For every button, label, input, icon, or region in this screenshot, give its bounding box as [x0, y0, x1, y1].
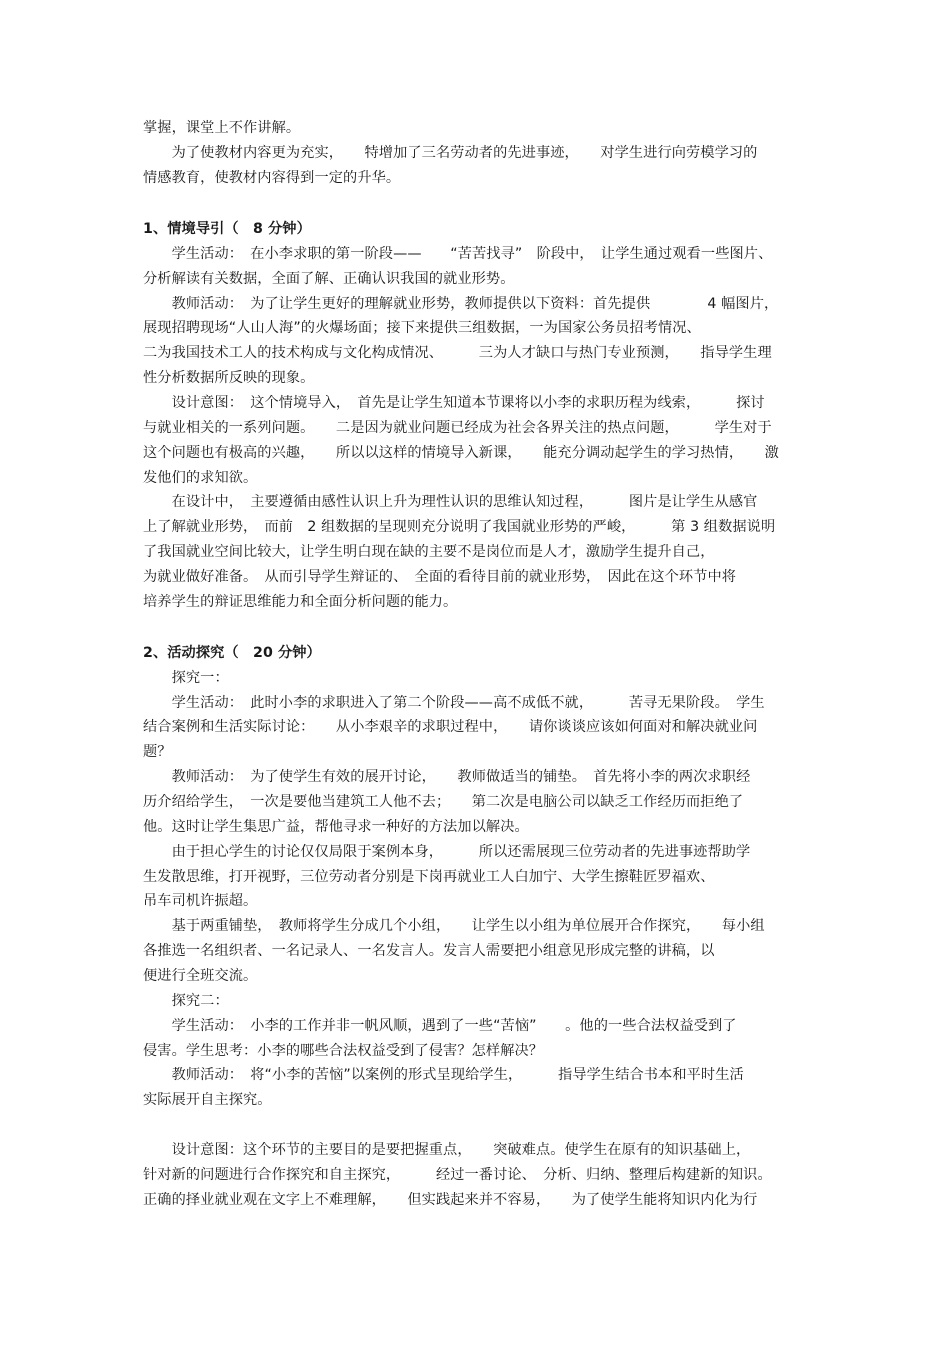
text-line: 为了使教材内容更为充实， 特增加了三名劳动者的先进事迹， 对学生进行向劳模学习的 [143, 145, 758, 161]
text-line: 吊车司机许振超。 [143, 893, 258, 909]
text-line: 展现招聘现场“人山人海”的火爆场面；接下来提供三组数据，一为国家公务员招考情况、 [143, 320, 701, 336]
text-line: 培养学生的辩证思维能力和全面分析问题的能力。 [143, 594, 458, 610]
text-line: 分析解读有关数据，全面了解、正确认识我国的就业形势。 [143, 271, 515, 287]
text-line: 设计意图： 这个情境导入， 首先是让学生知道本节课将以小李的求职历程为线索， 探讨 [143, 395, 765, 411]
text-line: 针对新的问题进行合作探究和自主探究， 经过一番讨论、 分析、归纳、整理后构建新的知识。 [143, 1167, 772, 1183]
text-line: 探究二： [143, 993, 229, 1009]
text-line: 了我国就业空间比较大，让学生明白现在缺的主要不是岗位而是人才，激励学生提升自己， [143, 544, 715, 560]
text-line: 便进行全班交流。 [143, 968, 258, 984]
text-line: 情感教育，使教材内容得到一定的升华。 [143, 170, 401, 186]
section-heading: 2、活动探究（ 20 分钟） [143, 645, 321, 661]
text-line: 学生活动： 在小李求职的第一阶段—— “苦苦找寻” 阶段中， 让学生通过观看一些图片、 [143, 246, 773, 262]
text-line: 他。这时让学生集思广益，帮他寻求一种好的方法加以解决。 [143, 819, 529, 835]
text-line: 结合案例和生活实际讨论： 从小李艰辛的求职过程中， 请你谈谈应该如何面对和解决就业问 [143, 719, 758, 735]
text-line: 教师活动： 为了让学生更好的理解就业形势，教师提供以下资料：首先提供 4 幅图片， [143, 296, 779, 312]
text-line: 为就业做好准备。 从而引导学生辩证的、 全面的看待目前的就业形势， 因此在这个环节中将 [143, 569, 737, 585]
text-line: 掌握，课堂上不作讲解。 [143, 120, 301, 136]
text-line: 学生活动： 此时小李的求职进入了第二个阶段——高不成低不就， 苦寻无果阶段。 学生 [143, 695, 765, 711]
text-line: 学生活动： 小李的工作并非一帆风顺，遇到了一些“苦恼” 。他的一些合法权益受到了 [143, 1018, 737, 1034]
text-line: 教师活动： 将“小李的苦恼”以案例的形式呈现给学生， 指导学生结合书本和平时生活 [143, 1067, 744, 1083]
text-line: 实际展开自主探究。 [143, 1092, 272, 1108]
text-line: 二为我国技术工人的技术构成与文化构成情况、 三为人才缺口与热门专业预测， 指导学生理 [143, 345, 772, 361]
text-line: 性分析数据所反映的现象。 [143, 370, 315, 386]
text-line: 侵害。学生思考：小李的哪些合法权益受到了侵害？怎样解决？ [143, 1043, 544, 1059]
text-line: 正确的择业就业观在文字上不难理解， 但实践起来并不容易， 为了使学生能将知识内化为行 [143, 1192, 758, 1208]
text-line: 在设计中， 主要遵循由感性认识上升为理性认识的思维认知过程， 图片是让学生从感官 [143, 494, 758, 510]
text-line: 历介绍给学生， 一次是要他当建筑工人他不去； 第二次是电脑公司以缺乏工作经历而拒绝了 [143, 794, 744, 810]
text-line: 与就业相关的一系列问题。 二是因为就业问题已经成为社会各界关注的热点问题， 学生对于 [143, 420, 772, 436]
text-line: 设计意图：这个环节的主要目的是要把握重点， 突破难点。使学生在原有的知识基础上， [143, 1142, 751, 1158]
text-line: 这个问题也有极高的兴趣， 所以以这样的情境导入新课， 能充分调动起学生的学习热情， 激 [143, 445, 779, 461]
text-line: 教师活动： 为了使学生有效的展开讨论， 教师做适当的铺垫。 首先将小李的两次求职经 [143, 769, 751, 785]
text-line: 题？ [143, 744, 172, 760]
section-heading: 1、情境导引（ 8 分钟） [143, 221, 311, 237]
text-line: 基于两重铺垫， 教师将学生分成几个小组， 让学生以小组为单位展开合作探究， 每小组 [143, 918, 765, 934]
text-line: 发他们的求知欲。 [143, 470, 258, 486]
text-line: 生发散思维，打开视野，三位劳动者分别是下岗再就业工人白加宁、大学生擦鞋匠罗福欢、 [143, 869, 715, 885]
text-line: 各推选一名组织者、一名记录人、一名发言人。发言人需要把小组意见形成完整的讲稿，以 [143, 943, 715, 959]
text-line: 由于担心学生的讨论仅仅局限于案例本身， 所以还需展现三位劳动者的先进事迹帮助学 [143, 844, 751, 860]
text-line: 上了解就业形势， 而前 2 组数据的呈现则充分说明了我国就业形势的严峻， 第 3 组数据说明 [143, 519, 776, 535]
text-line: 探究一： [143, 670, 229, 686]
